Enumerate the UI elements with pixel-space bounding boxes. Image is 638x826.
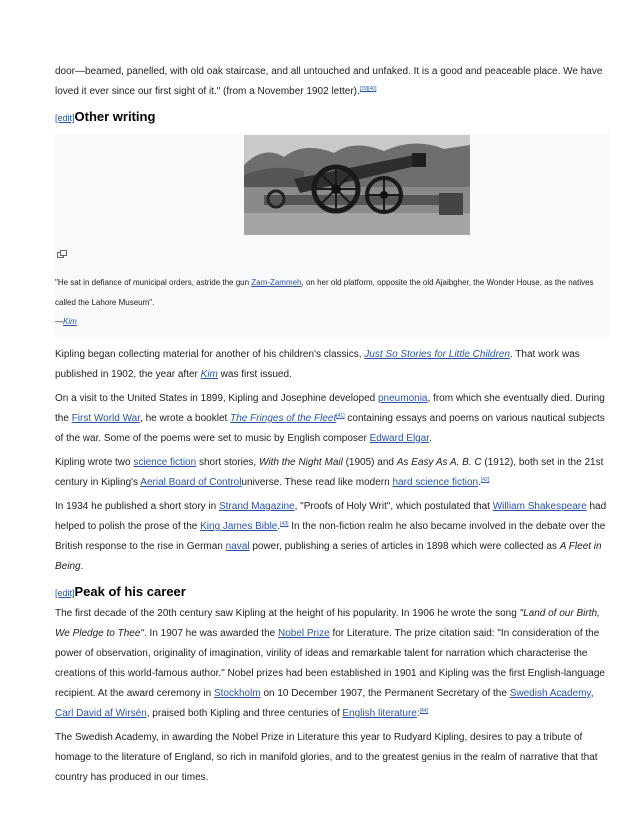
- link-zam-zammeh[interactable]: Zam-Zammeh: [251, 278, 302, 287]
- link-edward-elgar[interactable]: Edward Elgar: [369, 433, 430, 444]
- link-naval[interactable]: naval: [225, 541, 250, 552]
- paragraph-swedish-academy-quote: The Swedish Academy, in awarding the Nobel Prize in Literature this year to Rudyard Kipling, desires to pay a tribute of homage to the literature of England, so rich in manifold glories, and to the greatest genius in the realm of narrative that that country has produced in our times.: [55, 732, 598, 783]
- enlarge-icon[interactable]: [57, 250, 67, 258]
- title-as-easy-as-abc: As Easy As A. B. C: [396, 457, 482, 468]
- citation-41[interactable]: [41]: [336, 413, 345, 419]
- link-first-world-war[interactable]: First World War: [71, 413, 141, 424]
- link-nobel-prize[interactable]: Nobel Prize: [277, 628, 330, 639]
- link-hard-science-fiction[interactable]: hard science fiction: [392, 477, 479, 488]
- edit-link-peak-of-career[interactable]: [edit]: [55, 588, 75, 598]
- citation-44[interactable]: [44]: [419, 708, 428, 714]
- section-heading-other-writing: [55, 106, 610, 129]
- paragraph-nobel-prize: The first decade of the 20th century saw Kipling at the height of his popularity. In 1906 he wrote the song "Land of our Birth, We Pledge to Thee". In 1907 he was awarded the Nobel Prize for Literature. The prize citation said: "In consideration of the power of observation, originality of imagination, virility of ideas and remarkable talent for narration which characterise the creations of this world-famous author." Nobel prizes had been established in 1901 and Kipling was the first English-language recipient. At the award ceremony in Stockholm on 10 December 1907, the Permanent Secretary of the Swedish Academy, Carl David af Wirsén, praised both Kipling and three centuries of English literature:[44]: [55, 608, 605, 719]
- citation-43[interactable]: [43]: [280, 521, 289, 527]
- paragraph-first-world-war: On a visit to the United States in 1899, Kipling and Josephine developed pneumonia, from which she eventually died. During the First World War, he wrote a booklet The Fringes of the Fleet[41] containing essays and poems on various nautical subjects of the war. Some of the poems were set to music by English composer Edward Elgar.: [55, 393, 605, 444]
- link-william-shakespeare[interactable]: William Shakespeare: [492, 501, 587, 512]
- citation-42[interactable]: [42]: [480, 477, 490, 483]
- link-just-so-stories[interactable]: Just So Stories for Little Children: [364, 349, 510, 360]
- title-with-the-night-mail: With the Night Mail: [259, 457, 343, 468]
- link-kim-source[interactable]: Kim: [63, 317, 77, 326]
- link-carl-david-af-wirsen[interactable]: Carl David af Wirsén: [55, 708, 147, 719]
- link-english-literature[interactable]: English literature: [342, 708, 417, 719]
- link-kim[interactable]: Kim: [200, 369, 218, 380]
- link-swedish-academy[interactable]: Swedish Academy: [509, 688, 591, 699]
- article-content: [55, 62, 610, 792]
- link-aerial-board-of-control[interactable]: Aerial Board of Control: [140, 477, 242, 488]
- quote-text: "He sat in defiance of municipal orders, astride the gun Zam-Zammeh, on her old platform, opposite the old Ajaibgher, the Wonder House, as the natives called the Lahore Museum".: [55, 278, 594, 307]
- citation-39-40[interactable]: [39][40]: [359, 86, 377, 92]
- link-pneumonia[interactable]: pneumonia: [378, 393, 428, 404]
- intro-paragraph: [55, 62, 610, 102]
- edit-link-other-writing[interactable]: [edit]: [55, 113, 75, 123]
- link-king-james-bible[interactable]: King James Bible: [200, 521, 278, 532]
- link-fringes-of-the-fleet[interactable]: The Fringes of the Fleet: [230, 413, 337, 424]
- quote-box: [55, 133, 610, 337]
- section-heading-peak-of-career: [55, 581, 610, 604]
- link-stockholm[interactable]: Stockholm: [213, 688, 261, 699]
- paragraph-science-fiction: Kipling wrote two science fiction short stories, With the Night Mail (1905) and As Easy As A. B. C (1912), both set in the 21st century in Kipling's Aerial Board of Controluniverse. These read like modern hard science fiction.[42]: [55, 457, 604, 488]
- title-a-fleet-in-being: A Fleet in Being: [55, 541, 602, 572]
- paragraph-proofs-of-holy-writ: In 1934 he published a short story in Strand Magazine, "Proofs of Holy Writ", which postulated that William Shakespeare had helped to polish the prose of the King James Bible.[43] In the non-fiction realm he also became involved in the debate over the British response to the rise in German naval power, publishing a series of articles in 1898 which were collected as A Fleet in Being.: [55, 501, 607, 572]
- section-title-peak-of-career: Peak of his career: [74, 584, 186, 599]
- link-strand-magazine[interactable]: Strand Magazine: [219, 501, 295, 512]
- paragraph-just-so-stories: Kipling began collecting material for another of his children's classics, Just So Stories for Little Children. That work was published in 1902, the year after Kim was first issued.: [55, 349, 580, 380]
- title-land-of-our-birth: "Land of our Birth, We Pledge to Thee": [55, 608, 600, 639]
- intro-line-2: loved it ever since our first sight of it." (from a November 1902 letter).: [55, 86, 360, 97]
- intro-line-1: door—beamed, panelled, with old oak staircase, and all untouched and unfaked. It is a good and peaceable place. We have: [55, 66, 603, 77]
- section-title-other-writing: Other writing: [74, 109, 156, 124]
- zam-zammeh-cannon-photo[interactable]: [244, 135, 470, 235]
- link-science-fiction[interactable]: science fiction: [133, 457, 197, 468]
- quote-source: —Kim: [55, 317, 77, 326]
